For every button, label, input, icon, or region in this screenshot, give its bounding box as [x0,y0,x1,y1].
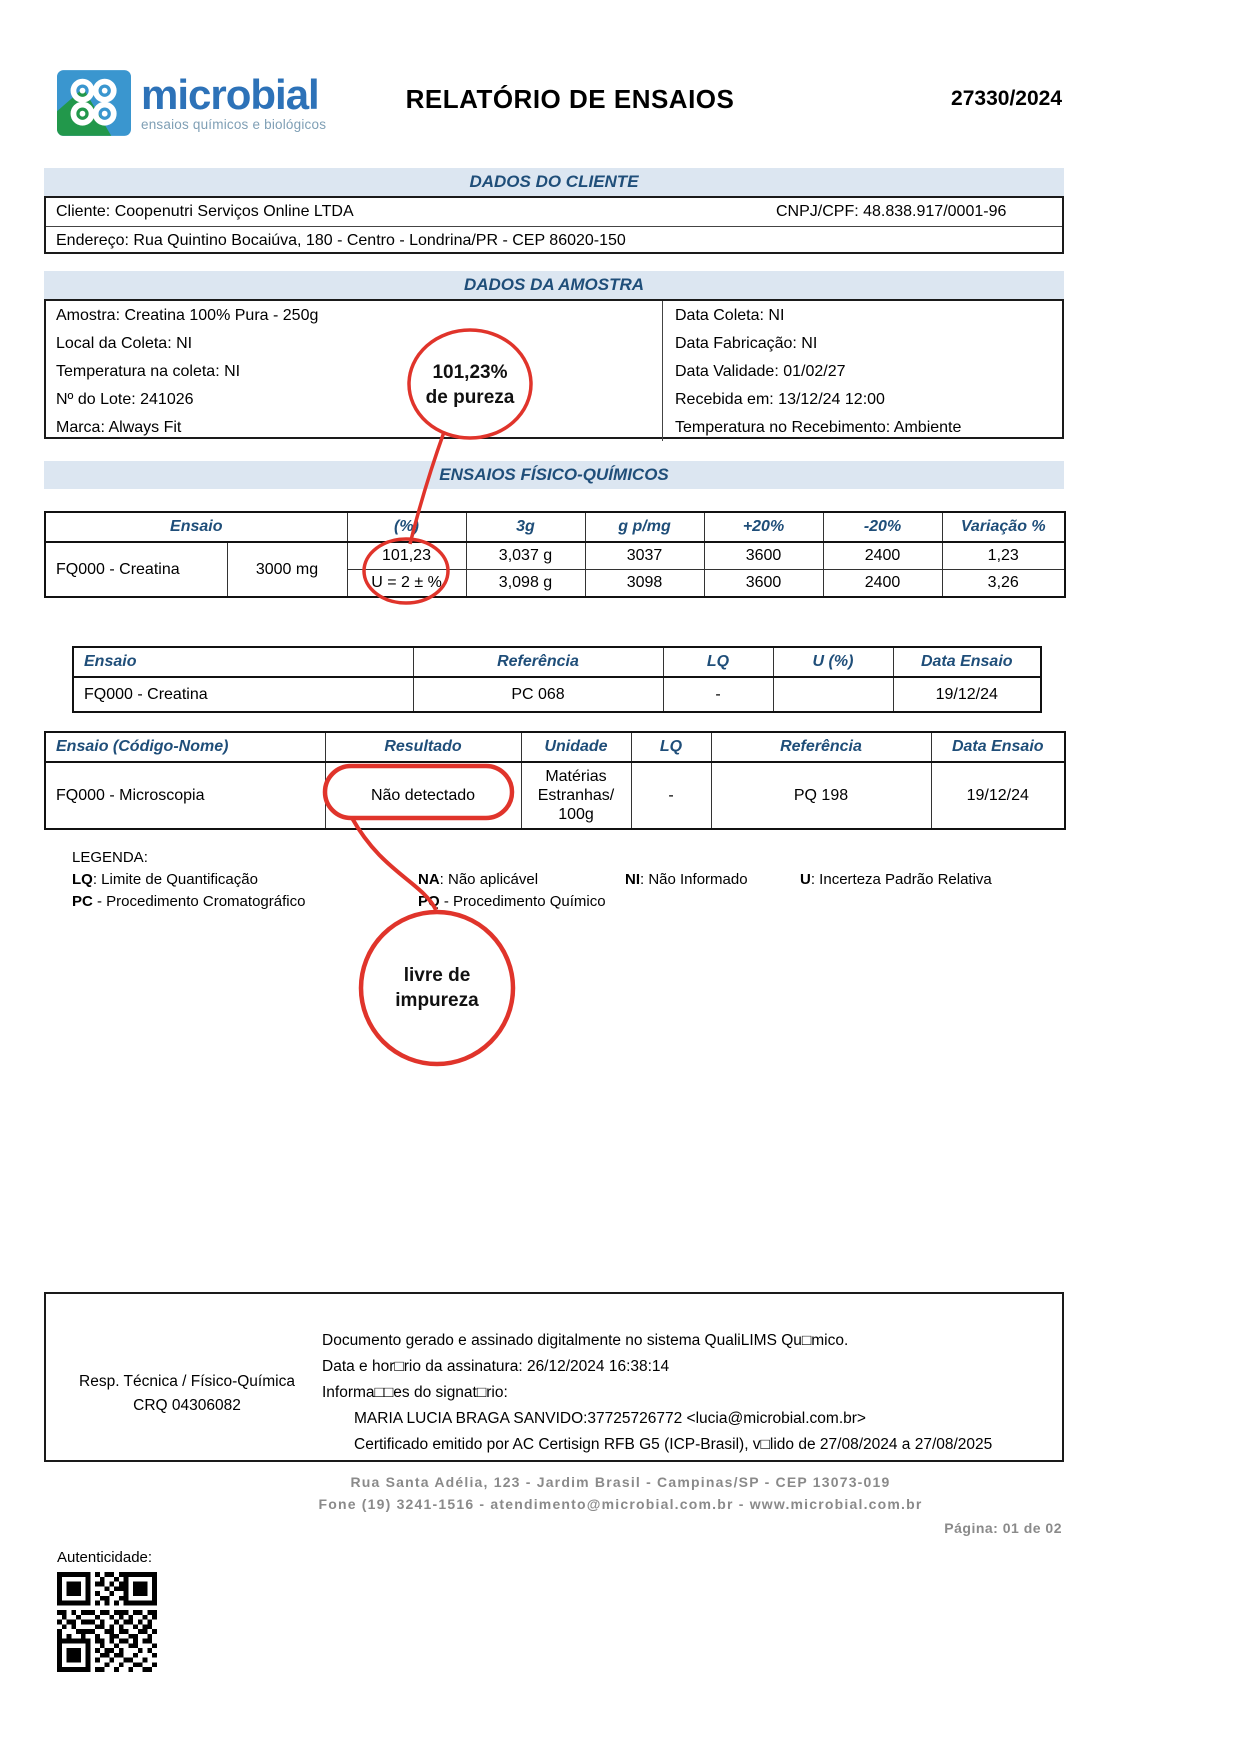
microbial-logo-icon [57,70,131,136]
report-number: 27330/2024 [951,87,1062,110]
sample-field: Marca: Always Fit [56,419,182,436]
client-row [46,198,1062,227]
legend-row-1 [72,871,1062,888]
impurity-annotation-text: livre de impureza [395,965,479,1011]
legend-item-pc: PC - Procedimento Cromatográfico [72,893,306,910]
micro-cell: PQ 198 [711,762,931,829]
authenticity-label: Autenticidade: [57,1549,153,1566]
section-header-client: DADOS DO CLIENTE [44,168,1064,196]
col-header-resultado: Resultado [325,732,521,762]
reference-row [73,677,1041,712]
col-header-plus20: +20% [704,512,823,542]
client-cnpj: CNPJ/CPF: 48.838.917/0001-96 [776,203,1007,220]
ref-cell [773,677,893,712]
responsible-crq: CRQ 04306082 [133,1397,241,1414]
page-title: RELATÓRIO DE ENSAIOS [405,84,735,114]
legend-row-2 [72,893,1062,910]
ref-cell: - [663,677,773,712]
signature-line: Data e hor□rio da assinatura: 26/12/2024 16:38:14 [322,1358,670,1375]
microscopy-row [45,762,1065,829]
client-address-row [46,227,1062,256]
sample-field: Data Fabricação: NI [675,335,818,352]
certificate-info: Certificado emitido por AC Certisign RFB G5 (ICP-Brasil), v□lido de 27/08/2024 a 27/08/2025 [354,1436,993,1453]
logo-tagline: ensaios químicos e biológicos [141,116,327,132]
ref-cell: FQ000 - Creatina [73,677,413,712]
sample-field: Temperatura na coleta: NI [56,363,241,380]
assay-dose-cell: 3000 mg [227,542,347,597]
legend-title: LEGENDA: [72,849,148,866]
assay-cell: 2400 [823,542,942,570]
signature-details [322,1328,1052,1458]
section-header-sample: DADOS DA AMOSTRA [44,271,1064,299]
ref-cell: PC 068 [413,677,663,712]
assay-cell: 2400 [823,570,942,598]
col-header-3g: 3g [466,512,585,542]
signature-box [44,1292,1064,1462]
sample-field: Nº do Lote: 241026 [56,391,194,408]
legend-item-pq: PQ - Procedimento Químico [418,893,606,910]
signature-line: Informa□□es do signat□rio: [322,1384,508,1401]
col-header-variacao: Variação % [942,512,1065,542]
micro-cell: - [631,762,711,829]
footer-contact: Fone (19) 3241-1516 - atendimento@microbial.com.br - www.microbial.com.br [318,1496,923,1512]
assay-cell: 3037 [585,542,704,570]
assay-cell: 3,26 [942,570,1065,598]
col-header-referencia: Referência [711,732,931,762]
col-header-data-ensaio: Data Ensaio [893,647,1041,677]
assay-cell: 3600 [704,542,823,570]
col-header-ensaio-codigo: Ensaio (Código-Nome) [45,732,325,762]
page-number: Página: 01 de 02 [944,1520,1062,1536]
col-header-referencia: Referência [413,647,663,677]
sample-field: Data Coleta: NI [675,307,785,324]
legend-item-u: U: Incerteza Padrão Relativa [800,871,992,888]
col-header-ensaio: Ensaio [73,647,413,677]
sample-field: Recebida em: 13/12/24 12:00 [675,391,885,408]
microscopy-header-row [45,732,1065,762]
signature-line: Documento gerado e assinado digitalmente no sistema QualiLIMS Qu□mico. [322,1332,849,1349]
assay-cell: 3,037 g [466,542,585,570]
signatory-name: MARIA LUCIA BRAGA SANVIDO:37725726772 <lucia@microbial.com.br> [354,1410,866,1427]
responsible-title: Resp. Técnica / Físico-Química [79,1373,295,1390]
micro-cell-result: Não detectado [325,762,521,829]
assay-cell: 101,23 [347,542,466,570]
physchem-header-row [45,512,1065,542]
col-header-lq: LQ [663,647,773,677]
reference-table [72,646,1040,713]
sample-field: Temperatura no Recebimento: Ambiente [675,419,962,436]
col-header-u: U (%) [773,647,893,677]
sample-field: Local da Coleta: NI [56,335,193,352]
qr-code [57,1572,157,1672]
col-header-data-ensaio: Data Ensaio [931,732,1065,762]
legend-item-na: NA: Não aplicável [418,871,539,888]
footer-address: Rua Santa Adélia, 123 - Jardim Brasil - Campinas/SP - CEP 13073-019 [350,1474,891,1490]
responsible-block [52,1370,322,1418]
sample-right-column [662,301,1062,441]
col-header-lq: LQ [631,732,711,762]
col-header-pct: (%) [347,512,466,542]
purity-annotation-text: 101,23% de pureza [425,362,515,408]
client-name: Cliente: Coopenutri Serviços Online LTDA [56,203,354,220]
company-logo [57,70,326,136]
ref-cell: 19/12/24 [893,677,1041,712]
legend-item-lq: LQ: Limite de Quantificação [72,871,258,888]
client-box [44,196,1064,254]
client-address: Endereço: Rua Quintino Bocaiúva, 180 - Centro - Londrina/PR - CEP 86020-150 [56,232,626,249]
physchem-table [44,511,1064,598]
micro-cell-unit: Matérias Estranhas/ 100g [521,762,631,829]
micro-cell: 19/12/24 [931,762,1065,829]
assay-name-cell: FQ000 - Creatina [45,542,227,597]
sample-field: Data Validade: 01/02/27 [675,363,846,380]
col-header-ensaio: Ensaio [45,512,347,542]
sample-box [44,299,1064,439]
assay-cell: U = 2 ± % [347,570,466,598]
microscopy-table [44,731,1064,830]
legend-item-ni: NI: Não Informado [625,871,748,888]
legend [72,849,1062,910]
col-header-minus20: -20% [823,512,942,542]
col-header-unidade: Unidade [521,732,631,762]
sample-field: Amostra: Creatina 100% Pura - 250g [56,307,319,324]
col-header-gpmg: g p/mg [585,512,704,542]
physchem-row-1 [45,542,1065,570]
assay-cell: 3600 [704,570,823,598]
sample-left-column [56,301,656,441]
assay-cell: 3098 [585,570,704,598]
logo-wordmark: microbial [141,70,319,118]
reference-header-row [73,647,1041,677]
micro-cell: FQ000 - Microscopia [45,762,325,829]
assay-cell: 1,23 [942,542,1065,570]
section-header-physchem: ENSAIOS FÍSICO-QUÍMICOS [44,461,1064,489]
assay-cell: 3,098 g [466,570,585,598]
